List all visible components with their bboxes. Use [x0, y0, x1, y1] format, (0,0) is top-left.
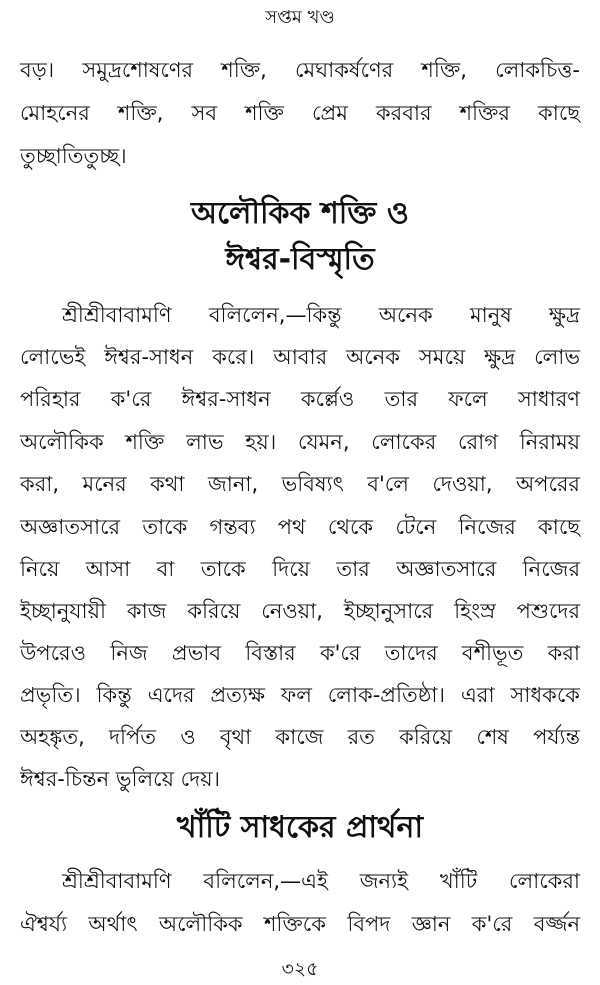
- text-line: অজ্ঞাতসারে তাকে গন্তব্য পথ থেকে টেনে নিজের কাছে: [20, 515, 580, 539]
- page-number: ৩২৫: [281, 958, 319, 980]
- text-line: ইচ্ছানুযায়ী কাজ করিয়ে নেওয়া, ইচ্ছানুসারে হিংস্র পশুদের: [20, 599, 580, 623]
- running-head: সপ্তম খণ্ড: [265, 7, 335, 28]
- section-heading-1-line-1: অলৌকিক শক্তি ও: [191, 196, 409, 231]
- text-line: তুচ্ছাতিতুচ্ছ।: [20, 144, 127, 168]
- text-line: করা, মনের কথা জানা, ভবিষ্যৎ ব'লে দেওয়া, অপরের: [20, 472, 580, 496]
- text-line: ঈশ্বর-চিন্তন ভুলিয়ে দেয়।: [20, 767, 221, 791]
- text-line: লোভেই ঈশ্বর-সাধন করে। আবার অনেক সময়ে ক্ষুদ্র লোভ: [20, 345, 580, 369]
- text-line: মোহনের শক্তি, সব শক্তি প্রেম করবার শক্তির কাছে: [20, 101, 580, 125]
- text-line: ঐশ্বর্য্য অর্থাৎ অলৌকিক শক্তিকে বিপদ জ্ঞান ক'রে বর্জ্জন: [20, 912, 580, 936]
- text-line: নিয়ে আসা বা তাকে দিয়ে তার অজ্ঞাতসারে নিজের: [20, 557, 580, 581]
- text-line: প্রভৃতি। কিন্তু এদের প্রত্যক্ষ ফল লোক-প্রতিষ্ঠা। এরা সাধককে: [20, 683, 580, 707]
- text-line: শ্রীশ্রীবাবামণি বলিলেন,—কিন্তু অনেক মানুষ ক্ষুদ্র: [62, 303, 580, 327]
- text-line: অহঙ্কৃত, দর্পিত ও বৃথা কাজে রত করিয়ে শেষ পর্য্যন্ত: [20, 725, 580, 749]
- section-heading-1-line-2: ঈশ্বর-বিস্মৃতি: [225, 242, 375, 277]
- text-line: শ্রীশ্রীবাবামণি বলিলেন,—এই জন্যই খাঁটি লোকেরা: [62, 869, 580, 893]
- text-line: বড়। সমুদ্রশোষণের শক্তি, মেঘাকর্ষণের শক্তি, লোকচিত্ত-: [20, 58, 580, 82]
- text-line: অলৌকিক শক্তি লাভ হয়। যেমন, লোকের রোগ নিরাময়: [20, 430, 580, 454]
- text-line: পরিহার ক'রে ঈশ্বর-সাধন কর্ল্লেও তার ফলে সাধারণ: [20, 387, 580, 411]
- text-line: উপরেও নিজ প্রভাব বিস্তার ক'রে তাদের বশীভূত করা: [20, 641, 580, 665]
- section-heading-2: খাঁটি সাধকের প্রার্থনা: [176, 810, 424, 845]
